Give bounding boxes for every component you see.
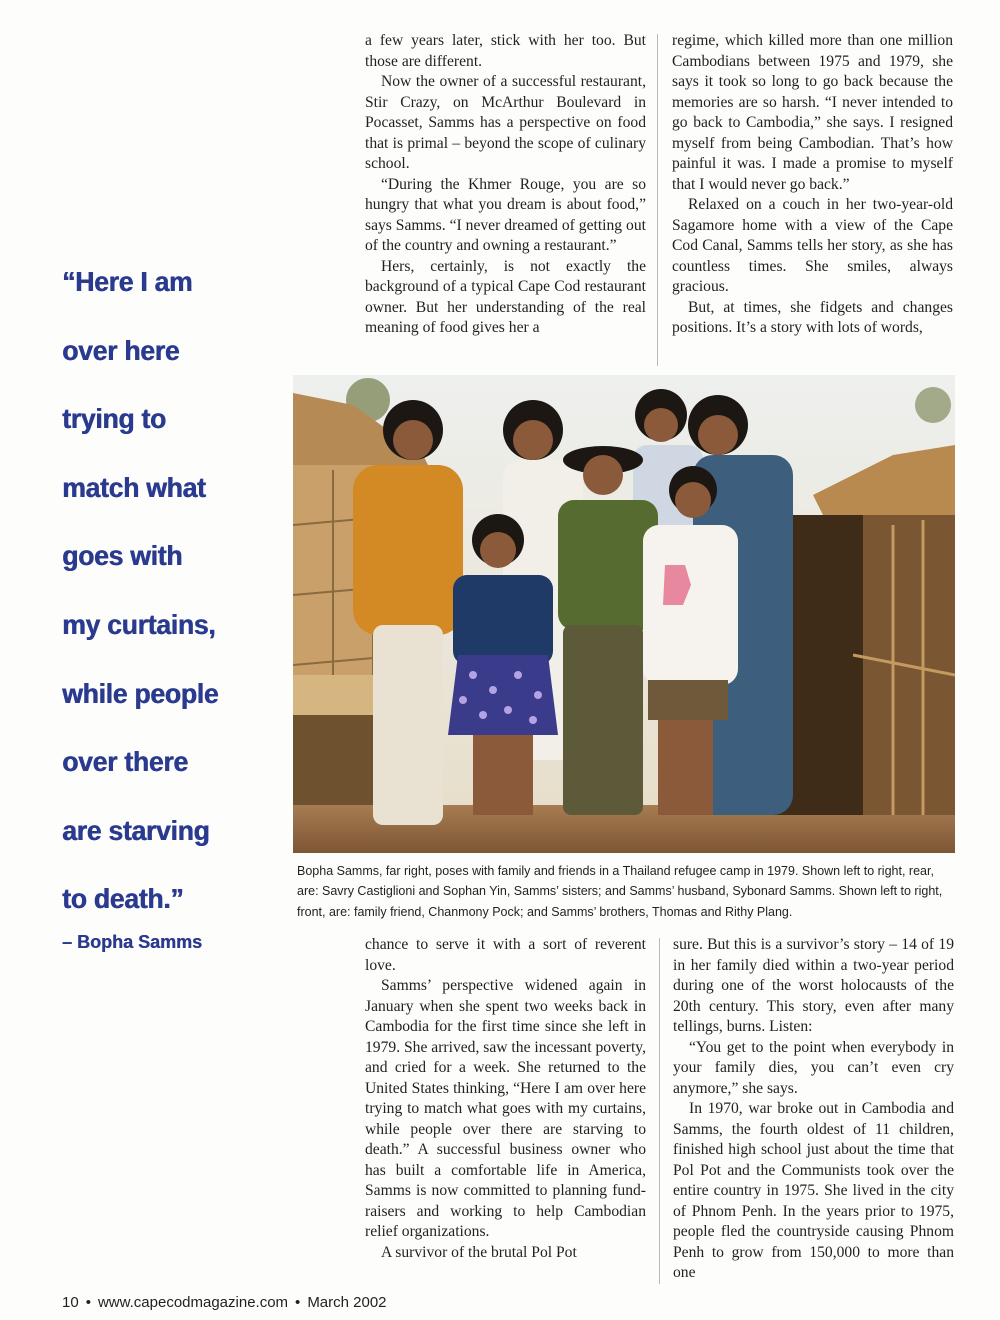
article-paragraph: “You get to the point when everybody in your family dies, you can’t even cry anymore,” she says. [673,1038,954,1097]
article-paragraph: A survivor of the brutal Pol Pot [381,1243,577,1261]
article-paragraph: Relaxed on a couch in her two-year-old Sagamore home with a view of the Cape Cod Canal, Samms tells her story, as she has countless times. She smiles, always gracious. [672,196,953,295]
tree [915,387,951,423]
page-footer [62,1294,387,1311]
article-paragraph: regime, which killed more than one million Cambodians between 1975 and 1979, she says it took so long to go back because the memories are so harsh. “I never intended to go back to Cambodia,” she says. I resigned myself from being Cambodian. That’s how painful it was. I made a promise to myself that I would never go back.” [672,32,953,193]
page-number: 10 [62,1294,79,1311]
article-column-bottom-right [673,935,954,1284]
article-paragraph: a few years later, stick with her too. But those are different. [365,32,646,70]
article-paragraph: chance to serve it with a sort of reverent love. [365,936,646,974]
article-column-top-left [365,31,646,339]
article-paragraph: Now the owner of a successful restaurant, Stir Crazy, on McArthur Boulevard in Pocasset, Samms has a perspective on food that is primal – beyond the scope of culinary school. [365,73,646,172]
article-column-bottom-left [365,935,646,1263]
pull-quote-line: goes with [62,540,183,572]
pull-quote-line: while people [62,677,219,709]
article-paragraph: Samms’ perspective widened again in January when she spent two weeks back in Cambodia for the first time since she left in 1979. She arrived, saw the incessant poverty, and cried for a week. She returned to the United States thinking, “Here I am over here trying to match what goes with my curtains, while people over there are starving to death.” A successful business owner who has built a comfortable life in America, Samms is now committed to planning fund-raisers and working to help Cambodian relief organizations. [365,977,646,1240]
pull-quote-line: over there [62,746,188,778]
pull-quote-line: to death.” [62,883,184,915]
column-divider [659,938,660,1284]
article-paragraph: But, at times, she fidgets and changes positions. It’s a story with lots of words, [672,298,953,336]
column-divider [657,34,658,366]
bullet-separator: • [85,1294,91,1311]
family-photo [293,375,955,853]
issue-date: March 2002 [307,1294,387,1311]
pull-quote-line: over here [62,334,180,366]
article-paragraph: “During the Khmer Rouge, you are so hungry that what you dream is about food,” says Samms. “I never dreamed of getting out of the country and owning a restaurant.” [365,175,646,254]
bullet-separator: • [295,1294,301,1311]
article-paragraph: In 1970, war broke out in Cambodia and Samms, the fourth oldest of 11 children, finished high school just about the time that Pol Pot and the Communists took over the entire country in 1975. She lived in the city of Phnom Penh. In the years prior to 1975, people fled the countryside causing Phnom Penh to grow from 150,000 to more than one [673,1100,954,1281]
photo-caption: Bopha Samms, far right, poses with family and friends in a Thailand refugee camp in 1979. Shown left to right, rear, are: Savry Castiglioni and Sophan Yin, Samms’ sisters; and Samms’ husband, Sybonard Samms. Shown left to right, front, are: family friend, Chanmony Pock; and Samms’ brothers, Thomas and Rithy Plang. [297,864,943,919]
website-url: www.capecodmagazine.com [97,1294,289,1311]
article-paragraph: Hers, certainly, is not exactly the background of a typical Cape Cod restaurant owner. But her understanding of the real meaning of food gives her a [365,257,646,336]
pull-quote-line: match what [62,471,206,503]
article-column-top-right [672,31,953,339]
pull-quote-line: are starving [62,814,210,846]
pull-quote [62,268,287,953]
family-photo-illustration [293,375,955,853]
pull-quote-line: trying to [62,403,166,435]
article-paragraph: sure. But this is a survivor’s story – 14 of 19 in her family died within a two-year period during one of the worst holocausts of the 20th century. This story, even after many tellings, burns. Listen: [673,936,954,1035]
pull-quote-line: my curtains, [62,608,216,640]
pull-quote-attribution: – Bopha Samms [62,931,203,952]
pull-quote-line: “Here I am [62,266,193,297]
